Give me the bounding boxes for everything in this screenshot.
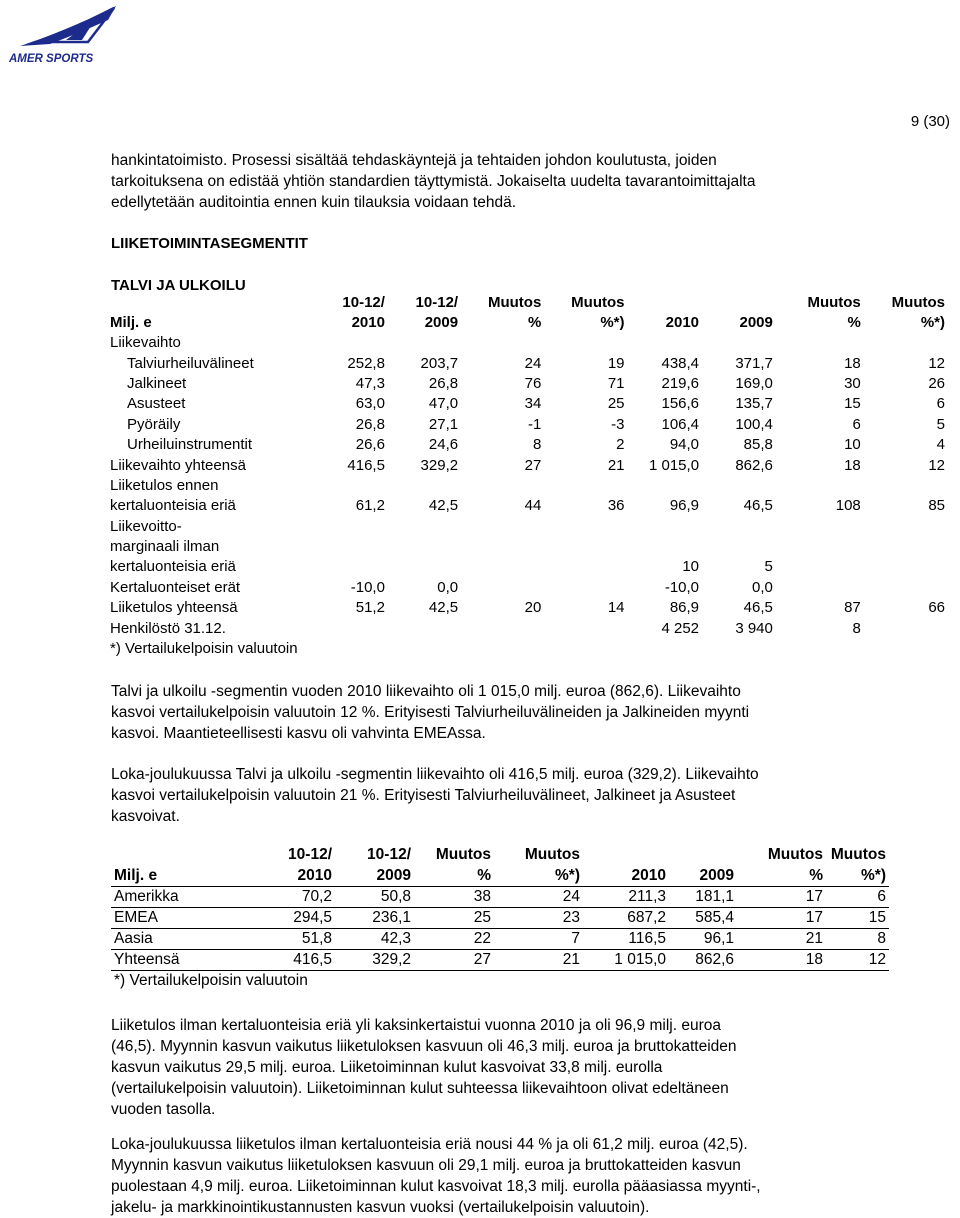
table-cell: 236,1 [335, 908, 414, 929]
table-cell: 25 [414, 908, 494, 929]
table-cell: 252,8 [347, 354, 385, 372]
table-cell: 24 [494, 887, 583, 908]
table-cell [541, 333, 624, 353]
table-cell: 1 015,0 [583, 950, 669, 971]
row-label: Asusteet [127, 395, 186, 413]
table-cell [699, 517, 773, 537]
table-row [110, 537, 945, 557]
table-cell [861, 517, 945, 537]
table-row [110, 435, 945, 455]
table-cell: 5 [764, 558, 773, 576]
table-cell: 26,6 [355, 436, 385, 454]
intro-line: tarkoituksena on edistää yhtiön standardien täyttymistä. Jokaiselta uudelta tavarantoimittajalta [111, 173, 756, 190]
table-row [111, 929, 889, 950]
table-cell [385, 537, 458, 557]
table-cell: 6 [936, 395, 945, 413]
table-cell: 687,2 [583, 908, 669, 929]
table-cell [385, 557, 458, 577]
table-cell [298, 557, 385, 577]
table-cell: 8 [532, 436, 542, 454]
table-cell: 203,7 [420, 354, 459, 372]
table-cell [541, 517, 624, 537]
table-cell [773, 476, 861, 496]
row-label: Liikevaihto [110, 334, 181, 352]
paragraph-line: (vertailukelpoisin valuutoin). Liiketoiminnan kulut suhteessa liikevaihtoon olivat edeltäneen [111, 1080, 729, 1097]
paragraph-line: Loka-joulukuussa liiketulos ilman kertaluonteisia eriä nousi 44 % ja oli 61,2 milj. euroa (42,5). [111, 1136, 748, 1153]
intro-line: edellytetään auditointia ennen kuin tilauksia voidaan tehdä. [111, 194, 517, 211]
table-cell: 24 [524, 354, 542, 372]
intro-paragraph [111, 150, 871, 213]
row-label: Liikevaihto yhteensä [110, 456, 246, 474]
table-row [110, 374, 945, 394]
table-cell [861, 578, 945, 598]
regional-sales-table [111, 844, 889, 991]
table-cell: 4 [936, 436, 945, 454]
table-cell: 85 [928, 497, 945, 515]
table-cell: 1 015,0 [648, 456, 700, 474]
table-cell: 42,3 [335, 929, 414, 950]
table-cell [541, 476, 624, 496]
table-cell [773, 639, 861, 659]
table-cell: 71 [607, 374, 625, 392]
table-cell: 27 [524, 456, 542, 474]
table-cell: 6 [826, 887, 889, 908]
table-cell: 10 [844, 436, 861, 454]
table-row [110, 496, 945, 516]
table-cell: 21 [607, 456, 625, 474]
table-row [110, 639, 945, 659]
header-cell: Muutos %*) [891, 294, 945, 331]
table-cell: 47,3 [355, 374, 385, 392]
table-row [110, 455, 945, 475]
table-cell [458, 333, 541, 353]
table-cell: 416,5 [347, 456, 385, 474]
table-cell: 15 [844, 395, 861, 413]
table-cell [458, 578, 541, 598]
table-cell: 15 [826, 908, 889, 929]
table-cell [861, 476, 945, 496]
table-cell: 20 [524, 599, 542, 617]
row-label: Yhteensä [111, 950, 263, 971]
header-cell: Muutos % [767, 846, 823, 884]
paragraph-line: kasvoi vertailukelpoisin valuutoin 12 %. Erityisesti Talviurheiluvälineiden ja Jalkineiden myynti [111, 704, 750, 721]
table-cell: 585,4 [669, 908, 737, 929]
table-cell: 85,8 [743, 436, 773, 454]
row-label: Aasia [111, 929, 263, 950]
table-cell [541, 578, 624, 598]
table-cell: 94,0 [669, 436, 700, 454]
header-cell: Muutos %*) [830, 846, 886, 884]
table-row [110, 394, 945, 414]
table-cell: 7 [494, 929, 583, 950]
table-cell: 135,7 [735, 395, 773, 413]
header-cell: Muutos %*) [524, 846, 580, 884]
table-cell [861, 618, 945, 638]
table-cell: 862,6 [735, 456, 773, 474]
table-cell: 17 [737, 887, 826, 908]
table-cell: 70,2 [263, 887, 335, 908]
table-cell: 96,9 [669, 497, 700, 515]
table-cell [385, 333, 458, 353]
table-cell [298, 517, 385, 537]
table-cell [458, 476, 541, 496]
table-cell: 5 [936, 415, 945, 433]
table-cell [541, 639, 624, 659]
table-cell: -10,0 [350, 578, 385, 596]
paragraph-line: vuoden tasolla. [111, 1101, 216, 1118]
header-cell: 10-12/ 2010 [288, 846, 332, 884]
row-label: Liikevoitto- [110, 517, 182, 535]
row-label: kertaluonteisia eriä [110, 558, 236, 576]
table-row [110, 333, 945, 353]
table-cell [773, 517, 861, 537]
row-label: Talviurheiluvälineet [127, 354, 254, 372]
table-cell: 42,5 [428, 497, 459, 515]
table-cell: 156,6 [661, 395, 700, 413]
table-cell: 6 [852, 415, 861, 433]
header-cell: 10-12/ 2009 [367, 846, 411, 884]
table-cell: 108 [835, 497, 861, 515]
table-cell: 294,5 [263, 908, 335, 929]
table-cell [773, 557, 861, 577]
table-cell: 46,5 [743, 497, 773, 515]
table-cell: 106,4 [661, 415, 700, 433]
table-cell: 12 [928, 354, 945, 372]
table-row [111, 950, 889, 971]
table-cell [699, 537, 773, 557]
paragraph-line: kasvoivat. [111, 808, 180, 825]
table-cell [298, 476, 385, 496]
table-cell: 2 [616, 436, 625, 454]
table-cell: 61,2 [355, 497, 385, 515]
table-cell [458, 618, 541, 638]
table-cell [773, 333, 861, 353]
table-cell [541, 618, 624, 638]
table-cell: 18 [844, 456, 861, 474]
page-number: 9 (30) [910, 113, 950, 130]
table-cell [861, 557, 945, 577]
table-cell: 76 [524, 374, 542, 392]
table-cell: 30 [844, 374, 861, 392]
table-cell [541, 557, 624, 577]
header-cell: Muutos % [487, 294, 542, 331]
table-cell: 25 [607, 395, 625, 413]
table-cell: 181,1 [669, 887, 737, 908]
paragraph-line: kasvoi vertailukelpoisin valuutoin 21 %. Erityisesti Talviurheiluvälineet, Jalkineet ja Asusteet [111, 787, 736, 804]
paragraph-line: Myynnin kasvun vaikutus liiketuloksen kasvuun oli 29,1 milj. euroa ja bruttokatteiden kasvun [111, 1157, 741, 1174]
table-row [110, 578, 945, 598]
table-cell [385, 476, 458, 496]
table-cell: 862,6 [669, 950, 737, 971]
table-cell: 50,8 [335, 887, 414, 908]
table-row [111, 908, 889, 929]
table-cell [699, 639, 773, 659]
table-cell: 211,3 [583, 887, 669, 908]
table-cell [458, 639, 541, 659]
section-title: LIIKETOIMINTASEGMENTIT [111, 235, 308, 252]
row-label: kertaluonteisia eriä [110, 497, 236, 515]
table-cell [385, 618, 458, 638]
table-cell: 12 [928, 456, 945, 474]
row-label: marginaali ilman [110, 538, 220, 556]
row-label: Kertaluonteiset erät [110, 578, 241, 596]
table-cell: 3 940 [735, 619, 773, 637]
header-cell: Muutos % [435, 846, 491, 884]
table-cell: 86,9 [669, 599, 700, 617]
table-cell: 219,6 [661, 374, 700, 392]
table-cell: 18 [844, 354, 861, 372]
table-cell: -10,0 [664, 578, 700, 596]
paragraph-quarter-result [111, 1134, 871, 1218]
table-cell: 21 [737, 929, 826, 950]
amer-sports-logo [6, 2, 128, 64]
header-cell: Milj. e [110, 314, 152, 331]
table-cell [861, 333, 945, 353]
table-cell: -1 [527, 415, 542, 433]
row-label: EMEA [111, 908, 263, 929]
row-label: Pyöräily [127, 415, 181, 433]
table-note-row [111, 971, 889, 992]
table-cell [298, 618, 385, 638]
table-row [110, 353, 945, 373]
table-row [110, 557, 945, 577]
table-cell: 38 [414, 887, 494, 908]
table-row [110, 517, 945, 537]
table-cell: 17 [737, 908, 826, 929]
table-cell [699, 333, 773, 353]
table-cell: 26,8 [355, 415, 385, 433]
segment-title: TALVI JA ULKOILU [111, 277, 246, 294]
table-cell: 22 [414, 929, 494, 950]
header-cell: 2010 [631, 867, 666, 884]
table-cell: 96,1 [669, 929, 737, 950]
paragraph-line: Liiketulos ilman kertaluonteisia eriä yli kaksinkertaistui vuonna 2010 ja oli 96,9 milj. euroa [111, 1017, 721, 1034]
table-cell: 27,1 [428, 415, 459, 433]
table-row [111, 887, 889, 908]
paragraph-line: (46,5). Myynnin kasvun vaikutus liiketuloksen kasvuun oli 46,3 milj. euroa ja bruttokatteiden [111, 1038, 737, 1055]
table-cell: 63,0 [355, 395, 385, 413]
row-label: *) Vertailukelpoisin valuutoin [110, 640, 298, 658]
row-label: Jalkineet [127, 374, 187, 392]
table-cell [458, 537, 541, 557]
header-cell: Milj. e [114, 867, 158, 884]
table-cell: 19 [607, 354, 625, 372]
row-label: Urheiluinstrumentit [127, 436, 253, 454]
paragraph-line: Talvi ja ulkoilu -segmentin vuoden 2010 liikevaihto oli 1 015,0 milj. euroa (862,6). Liikevaihto [111, 683, 741, 700]
row-label: Henkilöstö 31.12. [110, 619, 226, 637]
table-cell: 51,2 [355, 599, 385, 617]
header-cell: Muutos % [807, 294, 861, 331]
paragraph-line: kasvun vaikutus 29,5 milj. euroa. Liiketoiminnan kulut kasvoivat 33,8 milj. eurolla [111, 1059, 663, 1076]
table-cell: 23 [494, 908, 583, 929]
header-cell: 2010 [665, 314, 700, 331]
table-cell: 36 [607, 497, 625, 515]
header-cell: Muutos %*) [571, 294, 625, 331]
table-cell: 46,5 [743, 599, 773, 617]
table-cell: 329,2 [335, 950, 414, 971]
table-row [110, 618, 945, 638]
table-cell: 12 [826, 950, 889, 971]
table-cell: 116,5 [583, 929, 669, 950]
table-cell: 0,0 [752, 578, 773, 596]
table-cell [625, 517, 700, 537]
table-cell [773, 578, 861, 598]
table-cell: 438,4 [661, 354, 700, 372]
table-cell: 8 [826, 929, 889, 950]
row-label: Liiketulos yhteensä [110, 599, 238, 617]
table-cell: 24,6 [428, 436, 459, 454]
table-header-row [111, 844, 889, 887]
logo-mark-icon [6, 2, 128, 64]
table-cell: -3 [611, 415, 625, 433]
header-cell: 10-12/ 2010 [342, 294, 385, 331]
paragraph-operating-result [111, 1015, 871, 1120]
table-row [110, 476, 945, 496]
table-cell: 26,8 [428, 374, 459, 392]
table-cell [298, 333, 385, 353]
header-cell: 2009 [739, 314, 773, 331]
table-cell: 371,7 [735, 354, 773, 372]
table-cell: 169,0 [735, 374, 773, 392]
table-cell [298, 639, 385, 659]
table-cell [458, 517, 541, 537]
table-cell: 42,5 [428, 599, 459, 617]
table-cell [458, 557, 541, 577]
table-cell: 51,8 [263, 929, 335, 950]
table-cell [385, 639, 458, 659]
paragraph-line: kasvoi. Maantieteellisesti kasvu oli vahvinta EMEAssa. [111, 725, 486, 742]
row-label: Liiketulos ennen [110, 476, 219, 494]
table-cell: 10 [682, 558, 700, 576]
table-cell: 329,2 [420, 456, 459, 474]
table-note: *) Vertailukelpoisin valuutoin [114, 972, 308, 989]
table-cell [699, 476, 773, 496]
table-row [110, 598, 945, 618]
table-cell: 47,0 [428, 395, 459, 413]
logo-text: AMER SPORTS [9, 53, 94, 64]
table-cell [625, 639, 700, 659]
table-row [110, 415, 945, 435]
table-cell [385, 517, 458, 537]
table-cell: 66 [928, 599, 945, 617]
table-cell: 100,4 [735, 415, 773, 433]
table-cell: 44 [524, 497, 542, 515]
intro-line: hankintatoimisto. Prosessi sisältää tehdaskäyntejä ja tehtaiden johdon koulutusta, joiden [111, 152, 717, 169]
table-cell [625, 476, 700, 496]
table-header-row [110, 293, 945, 333]
table-cell [625, 537, 700, 557]
header-cell: 2009 [699, 867, 734, 884]
table-cell [773, 537, 861, 557]
table-cell: 27 [414, 950, 494, 971]
paragraph-line: jakelu- ja markkinointikustannusten kasvun vuoksi (vertailukelpoisin valuutoin). [111, 1199, 650, 1216]
table-cell: 416,5 [263, 950, 335, 971]
table-cell: 34 [524, 395, 542, 413]
table-cell [298, 537, 385, 557]
table-cell [861, 639, 945, 659]
paragraph-line: Loka-joulukuussa Talvi ja ulkoilu -segmentin liikevaihto oli 416,5 milj. euroa (329,2). Liikevaihto [111, 766, 759, 783]
paragraph-line: puolestaan 4,9 milj. euroa. Liiketoiminnan kulut kasvoivat 18,3 milj. eurolla pääasiassa myynti-, [111, 1178, 761, 1195]
table-cell: 14 [607, 599, 625, 617]
table-cell: 4 252 [661, 619, 700, 637]
header-cell: 10-12/ 2009 [415, 294, 459, 331]
table-cell: 21 [494, 950, 583, 971]
table-cell: 8 [852, 619, 861, 637]
segment-results-table [110, 293, 945, 659]
paragraph-annual-sales [111, 681, 871, 744]
table-cell [625, 333, 700, 353]
table-cell [541, 537, 624, 557]
table-cell: 18 [737, 950, 826, 971]
table-cell: 87 [844, 599, 861, 617]
paragraph-quarter-sales [111, 764, 871, 827]
table-cell [861, 537, 945, 557]
row-label: Amerikka [111, 887, 263, 908]
table-cell: 26 [928, 374, 945, 392]
table-cell: 0,0 [437, 578, 459, 596]
